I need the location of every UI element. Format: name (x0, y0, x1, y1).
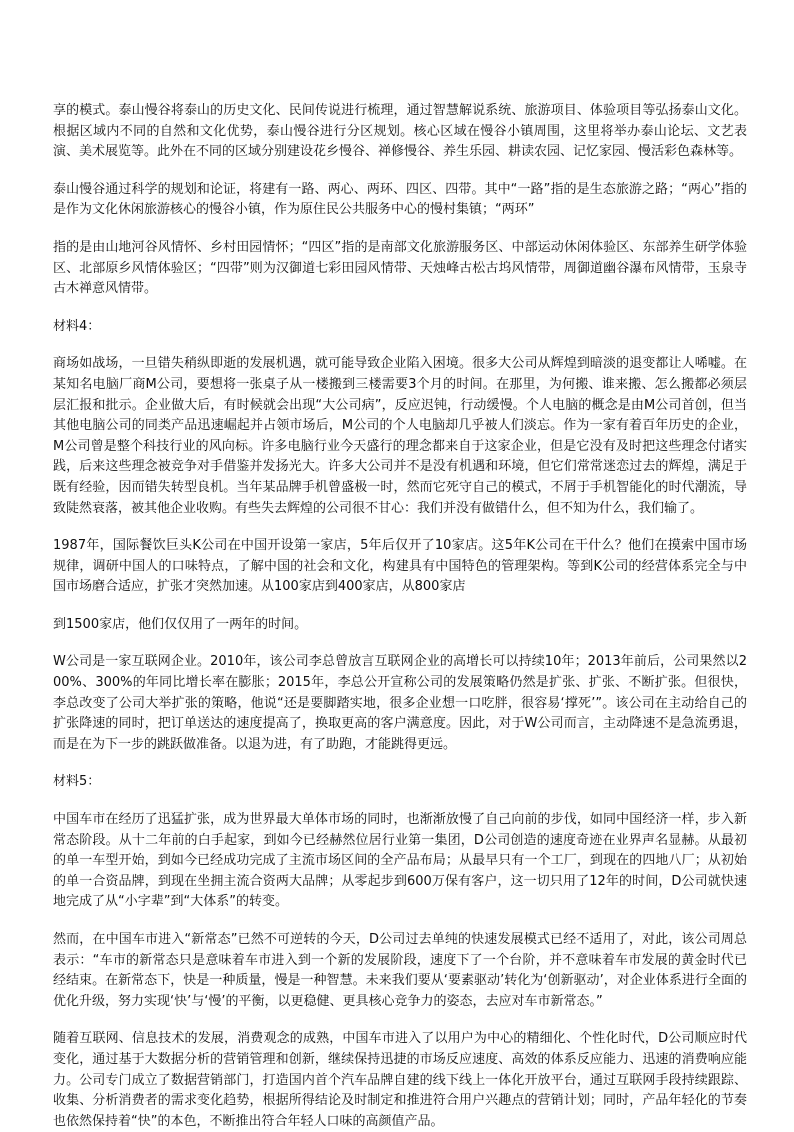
material-5-heading: 材料5： (53, 774, 101, 790)
paragraph-d-company-new-normal: 然而，在中国车市进入“新常态”已然不可逆转的今天，D公司过去单纯的快速发展模式已经不适用了，对此，该公司周总表示：“车市的新常态只是意味着车市进入到一个新的发展阶段，速度下了一个台阶，并不意味着车市发展的黄金时代已经结束。在新常态下，快是一种质量，慢是一种智慧。未来我们要从‘要素驱动’转化为‘创新驱动’，对企业体系进行全面的优化升级，努力实现‘快’与‘慢’的平衡，以更稳健、更具核心竞争力的姿态，去应对车市新常态。” (53, 932, 747, 1009)
paragraph-m-company: 商场如战场，一旦错失稍纵即逝的发展机遇，就可能导致企业陷入困境。很多大公司从辉煌到暗淡的退变都让人唏嘘。在某知名电脑厂商M公司，要想将一张桌子从一楼搬到三楼需要3个月的时间。在那里，为何搬、谁来搬、怎么搬都必须层层汇报和批示。企业做大后，有时候就会出现“大公司病”，反应迟钝，行动缓慢。个人电脑的概念是由M公司首创，但当其他电脑公司的同类产品迅速崛起并占领市场后，M公司的个人电脑却几乎被人们淡忘。作为一家有着百年历史的企业，M公司曾是整个科技行业的风向标。许多电脑行业今天盛行的理念都来自于这家企业，但是它没有及时把这些理念付诸实践，后来这些理念被竞争对手借鉴并发扬光大。许多大公司并不是没有机遇和环境，但它们常常迷恋过去的辉煌，满足于既有经验，因而错失转型良机。当年某品牌手机曾盛极一时，然而它死守自己的模式，不屑于手机智能化的时代潮流，导致陡然衰落，被其他企业收购。有些失去辉煌的公司很不甘心：我们并没有做错什么，但不知为什么，我们输了。 (53, 356, 747, 516)
paragraph-k-company: 1987年，国际餐饮巨头K公司在中国开设第一家店，5年后仅开了10家店。这5年K公司在干什么？他们在摸索中国市场规律，调研中国人的口味特点，了解中国的社会和文化，构建具有中国特色的管理架构。等到K公司的经营体系完全与中国市场磨合适应，扩张才突然加速。从100家店到400家店，从800家店 (53, 538, 747, 595)
paragraph-d-company-digital: 随着互联网、信息技术的发展，消费观念的成熟，中国车市进入了以用户为中心的精细化、个性化时代，D公司顺应时代变化，通过基于大数据分析的营销管理和创新，继续保持迅捷的市场反应速度、高效的体系反应能力、迅速的消费响应能力。公司专门成立了数据营销部门，打造国内首个汽车品牌自建的线下线上一体化开放平台，通过互联网手段持续跟踪、收集、分析消费者的需求变化趋势，根据所得结论及时制定和推进符合用户兴趣点的营销计划；同时，产品年轻化的节奏也依然保持着“快”的本色，不断推出符合年轻人口味的高颜值产品。 (53, 1031, 747, 1129)
paragraph-taishan-model: 享的模式。泰山慢谷将泰山的历史文化、民间传说进行梳理，通过智慧解说系统、旅游项目、体验项目等弘扬泰山文化。根据区域内不同的自然和文化优势，泰山慢谷进行分区规划。核心区域在慢谷小镇周围，这里将举办泰山论坛、文艺表演、美术展览等。此外在不同的区域分别建设花乡慢谷、禅修慢谷、养生乐园、耕读农园、记忆家园、慢活彩色森林等。 (53, 103, 747, 160)
material-4-heading: 材料4： (53, 318, 101, 334)
paragraph-taishan-zones: 指的是由山地河谷风情怀、乡村田园情怀；“四区”指的是南部文化旅游服务区、中部运动休闲体验区、东部养生研学体验区、北部原乡风情体验区；“四带”则为汉御道七彩田园风情带、天烛峰古松古坞风情带，周御道幽谷瀑布风情带，玉泉寺古木禅意风情带。 (53, 239, 747, 297)
document-page (53, 101, 747, 1132)
paragraph-w-company: W公司是一家互联网企业。2010年，该公司李总曾放言互联网企业的高增长可以持续10年；2013年前后，公司果然以200%、300%的年同比增长率在膨胀；2015年，李总公开宣称公司的发展策略仍然是扩张、扩张、不断扩张。但很快，李总改变了公司大举扩张的策略，他说“还是要脚踏实地，很多企业想一口吃胖，很容易‘撑死’”。该公司在主动给自己的扩张降速的同时，把订单送达的速度提高了，换取更高的客户满意度。因此，对于W公司而言，主动降速不是急流勇退，而是在为下一步的跳跃做准备。以退为进，有了助跑，才能跳得更远。 (53, 654, 747, 752)
paragraph-k-company-continued: 到1500家店，他们仅仅用了一两年的时间。 (53, 616, 308, 632)
paragraph-taishan-plan: 泰山慢谷通过科学的规划和论证，将建有一路、两心、两环、四区、四带。其中“一路”指的是生态旅游之路；“两心”指的是作为文化休闲旅游核心的慢谷小镇，作为原住民公共服务中心的慢村集镇；“两环” (53, 181, 747, 218)
paragraph-d-company-growth: 中国车市在经历了迅猛扩张，成为世界最大单体市场的同时，也渐渐放慢了自己向前的步伐，如同中国经济一样，步入新常态阶段。从十二年前的白手起家，到如今已经赫然位居行业第一集团，D公司创造的速度奇迹在业界声名显赫。从最初的单一车型开始，到如今已经成功完成了主流市场区间的全产品布局；从最早只有一个工厂，到现在的四地八厂；从初始的单一合资品牌，到现在坐拥主流合资两大品牌；从零起步到600万保有客户，这一切只用了12年的时间，D公司就快速地完成了从“小字辈”到“大体系”的转变。 (53, 812, 747, 910)
